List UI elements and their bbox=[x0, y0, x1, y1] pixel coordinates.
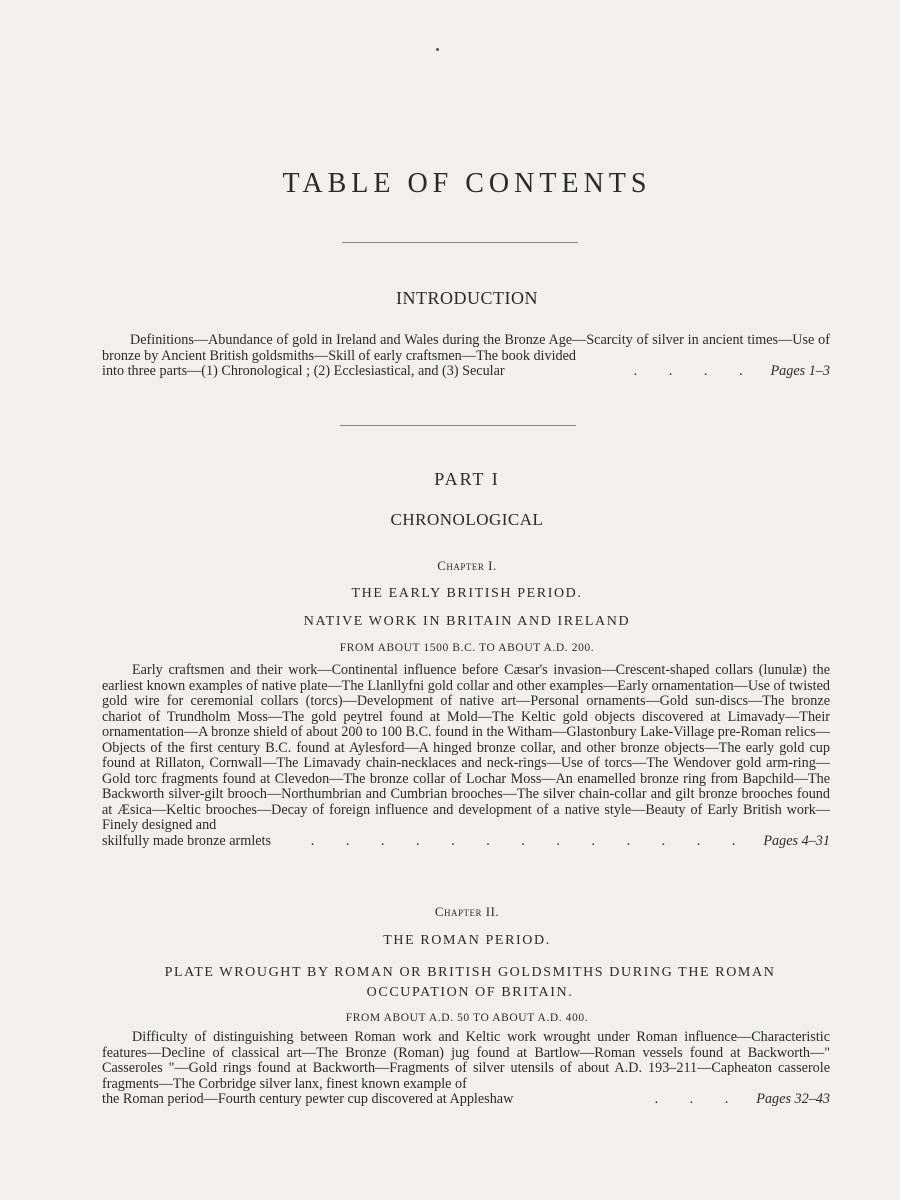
chapter1-summary bbox=[102, 663, 830, 849]
part-heading: PART I bbox=[434, 469, 500, 489]
introduction-last-line bbox=[102, 364, 830, 380]
divider-rule bbox=[340, 425, 576, 426]
chapter2-text: Difficulty of distinguishing between Roman work and Keltic work wrought under Roman influence—Characteristic features—Decline of classical art—The Bronze (Roman) jug found at Bartlow—Roman vessels found at Backworth—" Casseroles "—Gold rings found at Backworth—Fragments of silver utensils of about A.D. 193–211—Capheaton casserole fragments—The Corbridge silver lanx, finest known example of bbox=[102, 1029, 830, 1092]
chapter1-leader: . . . . . . . . . . . . . bbox=[310, 833, 750, 849]
chapter2-title: THE ROMAN PERIOD. bbox=[383, 933, 551, 948]
introduction-last-text: into three parts—(1) Chronological ; (2) Ecclesiastical, and (3) Secular bbox=[102, 363, 505, 379]
introduction-pages: Pages 1–3 bbox=[770, 363, 830, 379]
chapter2-summary bbox=[102, 1030, 830, 1108]
introduction-heading: INTRODUCTION bbox=[396, 288, 538, 308]
chapter2-label: Chapter II. bbox=[434, 904, 500, 919]
chapter1-title: THE EARLY BRITISH PERIOD. bbox=[351, 586, 583, 601]
chapter1-last-line bbox=[102, 834, 830, 850]
page-speck bbox=[436, 48, 439, 51]
chapter2-subtitle: PLATE WROUGHT BY ROMAN OR BRITISH GOLDSMITHS DURING THE ROMAN OCCUPATION OF BRITAIN. bbox=[164, 965, 776, 1000]
divider-rule bbox=[342, 242, 578, 243]
introduction-text: Definitions—Abundance of gold in Ireland and Wales during the Bronze Age—Scarcity of silver in ancient times—Use of bronze by Ancient British goldsmiths—Skill of early craftsmen—The book divided bbox=[102, 332, 830, 364]
chapter1-dates: FROM ABOUT 1500 B.C. TO ABOUT A.D. 200. bbox=[339, 642, 595, 654]
introduction-summary bbox=[102, 333, 830, 380]
chapter2-last-line bbox=[102, 1092, 830, 1108]
chapter2-pages: Pages 32–43 bbox=[756, 1091, 830, 1107]
chapter2-dates: FROM ABOUT A.D. 50 TO ABOUT A.D. 400. bbox=[345, 1012, 589, 1024]
chapter1-label: Chapter I. bbox=[437, 558, 497, 573]
chapter2-leader: . . . bbox=[654, 1092, 743, 1107]
chapter1-pages: Pages 4–31 bbox=[763, 832, 830, 849]
chapter1-text: Early craftsmen and their work—Continental influence before Cæsar's invasion—Crescent-shaped collars (lunulæ) the earliest known examples of native plate—The Llanllyfni gold collar and other examples—Early ornamentation—Use of twisted gold wire for ceremonial collars (torcs)—Development of native art—Personal ornaments—Gold sun-discs—The bronze chariot of Trundholm Moss—The gold peytrel found at Mold—The Keltic gold objects discovered at Limavady—Their ornamentation—A bronze shield of about 200 to 100 B.C. found in the Witham—Glastonbury Lake-Village pre-Roman relics—Objects of the first century B.C. found at Aylesford—A hinged bronze collar, and other bronze objects—The early gold cup found at Rillaton, Cornwall—The Limavady chain-necklaces and neck-rings—Use of torcs—The Wendover gold arm-ring—Gold torc fragments found at Clevedon—The bronze collar of Lochar Moss—An enamelled bronze ring from Bapchild—The Backworth silver-gilt brooch—Northumbrian and Cumbrian brooches—The silver chain-collar and gilt bronze brooches found at Æsica—Keltic brooches—Decay of foreign influence and development of a native style—Beauty of Early British work—Finely designed and bbox=[102, 662, 830, 833]
chapter2-last-text: the Roman period—Fourth century pewter cup discovered at Appleshaw bbox=[102, 1091, 514, 1107]
chapter1-subtitle: NATIVE WORK IN BRITAIN AND IRELAND bbox=[303, 614, 631, 629]
introduction-leader: . . . . bbox=[633, 364, 757, 379]
page-title: TABLE OF CONTENTS bbox=[282, 168, 652, 199]
chapter1-last-text: skilfully made bronze armlets bbox=[102, 832, 272, 849]
part-subheading: CHRONOLOGICAL bbox=[390, 510, 544, 529]
